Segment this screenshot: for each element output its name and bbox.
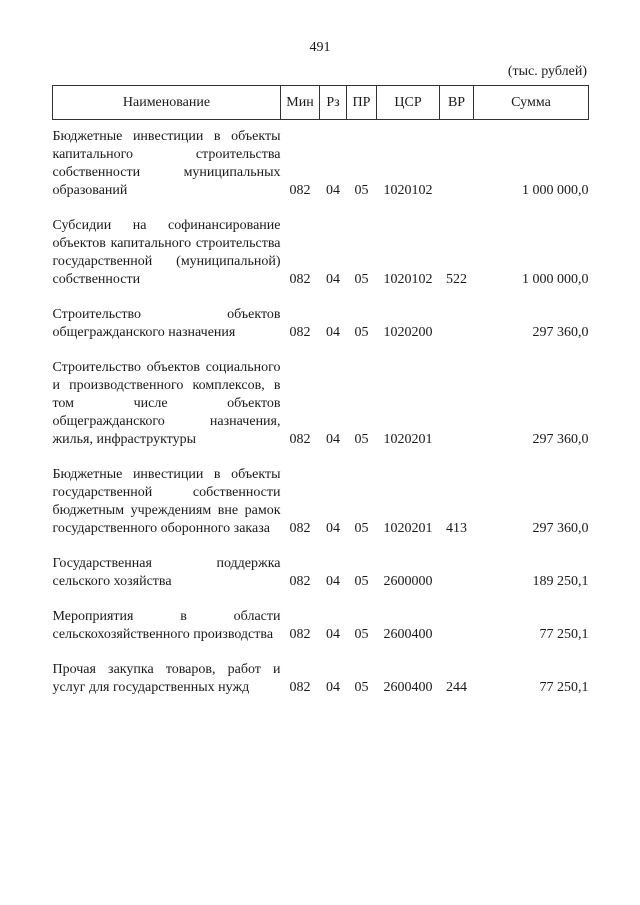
table-row <box>53 555 589 591</box>
row-rz: 04 <box>326 574 340 589</box>
row-name: Бюджетные инвестиции в объекты капитального строительства собственности муниципальных образований <box>52 129 281 198</box>
row-vr <box>440 608 474 644</box>
row-pr: 05 <box>354 325 369 340</box>
row-min: 082 <box>289 432 311 447</box>
row-name: Прочая закупка товаров, работ и услуг для государственных нужд <box>52 662 281 695</box>
row-rz: 04 <box>326 325 340 340</box>
table-row <box>53 661 589 697</box>
row-vr <box>440 306 474 342</box>
row-rz: 04 <box>326 183 340 198</box>
row-csr: 2600000 <box>383 574 433 589</box>
header-pr: ПР <box>347 86 377 120</box>
row-min: 082 <box>289 272 311 287</box>
row-rz: 04 <box>326 272 340 287</box>
row-rz: 04 <box>326 680 340 695</box>
row-pr: 05 <box>354 627 369 642</box>
row-sum: 297 360,0 <box>532 521 589 536</box>
units-label: (тыс. рублей) <box>507 64 587 79</box>
header-rz: Рз <box>320 86 347 120</box>
row-csr: 1020201 <box>383 521 433 536</box>
row-pr: 05 <box>354 680 369 695</box>
row-min: 082 <box>289 325 311 340</box>
row-vr: 244 <box>446 680 467 695</box>
table-header-row <box>53 86 589 120</box>
budget-table <box>52 85 589 697</box>
table-row <box>53 306 589 342</box>
header-name: Наименование <box>53 86 281 120</box>
row-pr: 05 <box>354 432 369 447</box>
header-vr: ВР <box>440 86 474 120</box>
row-vr: 522 <box>446 272 467 287</box>
row-vr <box>440 128 474 200</box>
table-row <box>53 359 589 449</box>
row-pr: 05 <box>354 272 369 287</box>
table-row <box>53 217 589 289</box>
row-csr: 2600400 <box>383 680 433 695</box>
row-name: Бюджетные инвестиции в объекты государственной собственности бюджетным учреждениям вне рамок государственного оборонного заказа <box>52 467 281 536</box>
table-row <box>53 128 589 200</box>
row-name: Строительство объектов социального и производственного комплексов, в том числе объектов общегражданского назначения, жилья, инфраструктуры <box>52 360 281 447</box>
row-rz: 04 <box>326 432 340 447</box>
row-name: Государственная поддержка сельского хозяйства <box>52 556 281 589</box>
row-sum: 1 000 000,0 <box>522 183 589 198</box>
row-sum: 297 360,0 <box>532 325 589 340</box>
row-pr: 05 <box>354 521 369 536</box>
row-vr: 413 <box>446 521 467 536</box>
row-vr <box>440 359 474 449</box>
row-sum: 77 250,1 <box>539 627 589 642</box>
row-min: 082 <box>289 183 311 198</box>
header-sum: Сумма <box>474 86 589 120</box>
row-vr <box>440 555 474 591</box>
row-pr: 05 <box>354 183 369 198</box>
header-min: Мин <box>281 86 320 120</box>
row-sum: 77 250,1 <box>539 680 589 695</box>
row-name: Строительство объектов общегражданского назначения <box>52 307 281 340</box>
row-csr: 1020201 <box>383 432 433 447</box>
header-csr: ЦСР <box>377 86 440 120</box>
row-min: 082 <box>289 521 311 536</box>
row-pr: 05 <box>354 574 369 589</box>
row-rz: 04 <box>326 627 340 642</box>
row-min: 082 <box>289 627 311 642</box>
row-sum: 1 000 000,0 <box>522 272 589 287</box>
row-csr: 2600400 <box>383 627 433 642</box>
row-csr: 1020102 <box>383 272 433 287</box>
row-sum: 189 250,1 <box>532 574 589 589</box>
row-min: 082 <box>289 680 311 695</box>
row-sum: 297 360,0 <box>532 432 589 447</box>
row-name: Субсидии на софинансирование объектов капитального строительства государственной (муниципальной) собственности <box>52 218 281 287</box>
row-csr: 1020102 <box>383 183 433 198</box>
table-row <box>53 608 589 644</box>
row-csr: 1020200 <box>383 325 433 340</box>
page-number: 491 <box>309 40 331 55</box>
row-min: 082 <box>289 574 311 589</box>
row-rz: 04 <box>326 521 340 536</box>
row-name: Мероприятия в области сельскохозяйственного производства <box>52 609 281 642</box>
table-row <box>53 466 589 538</box>
